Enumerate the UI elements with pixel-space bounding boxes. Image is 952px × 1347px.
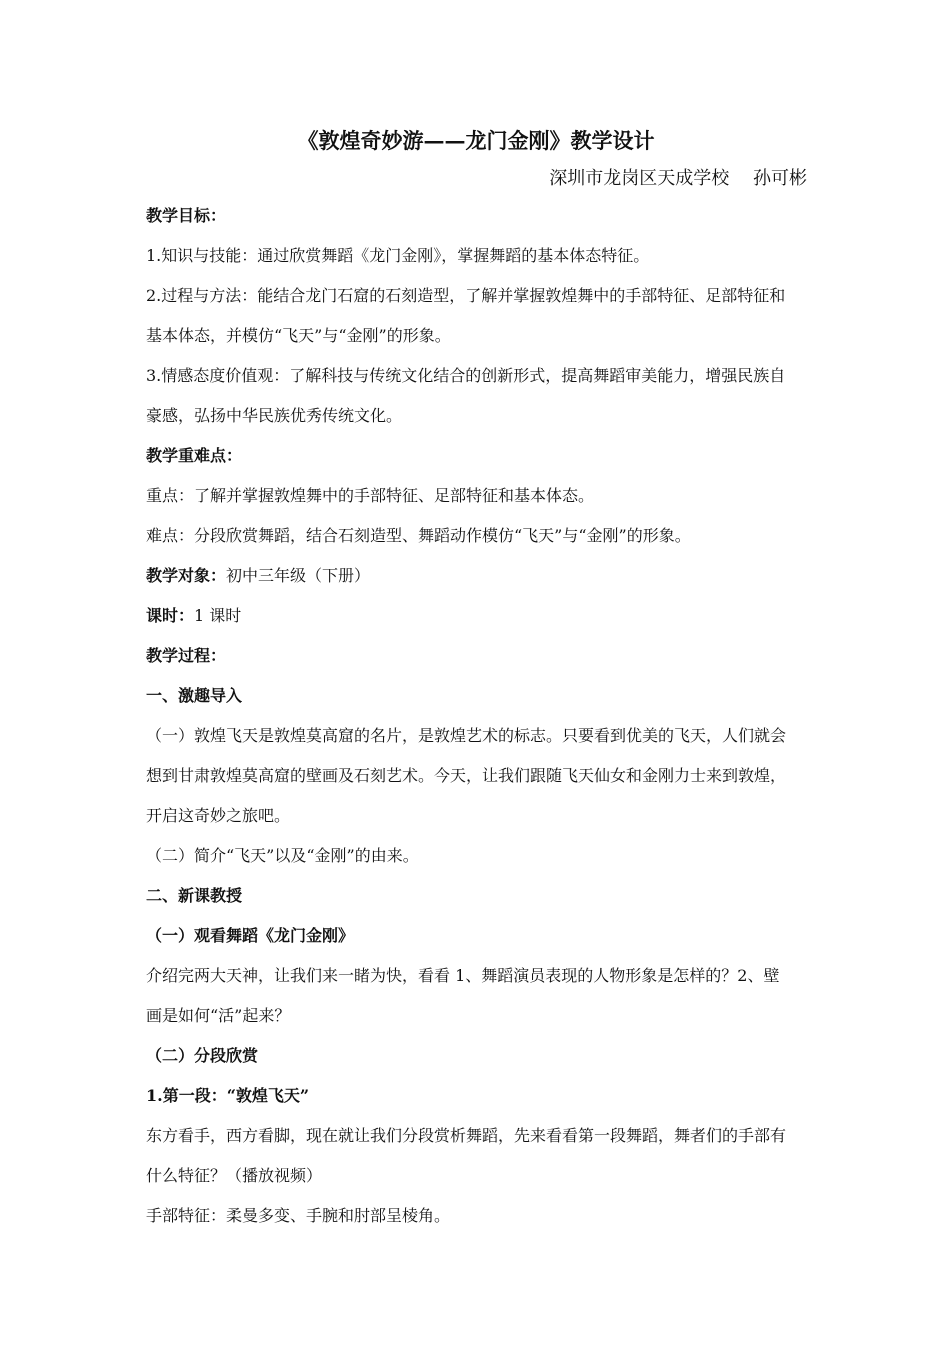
- hours-value: 1 课时: [194, 606, 242, 625]
- objective-1: 1.知识与技能：通过欣赏舞蹈《龙门金刚》，掌握舞蹈的基本体态特征。: [146, 246, 650, 265]
- difficulty: 难点：分段欣赏舞蹈，结合石刻造型、舞蹈动作模仿“飞天”与“金刚”的形象。: [146, 526, 691, 545]
- part-1-line2: 什么特征？（播放视频）: [146, 1166, 323, 1185]
- intro-1-line2: 想到甘肃敦煌莫高窟的壁画及石刻艺术。今天，让我们跟随飞天仙女和金刚力士来到敦煌，: [146, 766, 787, 785]
- sub-1-heading: （一）观看舞蹈《龙门金刚》: [146, 926, 355, 945]
- sub-1-line1: 介绍完两大天神，让我们来一睹为快，看看 1、舞蹈演员表现的人物形象是怎样的？2、壁: [146, 966, 780, 985]
- section-2-heading: 二、新课教授: [146, 886, 243, 905]
- audience-label: 教学对象：: [146, 566, 227, 585]
- objective-2-line1: 2.过程与方法：能结合龙门石窟的石刻造型，了解并掌握敦煌舞中的手部特征、足部特征和: [146, 286, 786, 305]
- process-heading: 教学过程：: [146, 646, 227, 665]
- part-1-line1: 东方看手，西方看脚，现在就让我们分段赏析舞蹈，先来看看第一段舞蹈，舞者们的手部有: [146, 1126, 787, 1145]
- hand-feature: 手部特征：柔曼多变、手腕和肘部呈棱角。: [146, 1206, 451, 1225]
- sub-1-line2: 画是如何“活”起来？: [146, 1006, 291, 1025]
- sub-2-heading: （二）分段欣赏: [146, 1046, 259, 1065]
- objective-3-line1: 3.情感态度价值观：了解科技与传统文化结合的创新形式，提高舞蹈审美能力，增强民族自: [146, 366, 786, 385]
- objective-2-line2: 基本体态，并模仿“飞天”与“金刚”的形象。: [146, 326, 451, 345]
- intro-1-line3: 开启这奇妙之旅吧。: [146, 806, 291, 825]
- author-line: 深圳市龙岗区天成学校 孙可彬: [549, 168, 807, 189]
- intro-1-line1: （一）敦煌飞天是敦煌莫高窟的名片，是敦煌艺术的标志。只要看到优美的飞天，人们就会: [146, 726, 787, 745]
- audience-value: 初中三年级（下册）: [226, 566, 371, 585]
- key-point: 重点：了解并掌握敦煌舞中的手部特征、足部特征和基本体态。: [146, 486, 595, 505]
- objectives-heading: 教学目标：: [146, 206, 227, 225]
- hours-line: [146, 604, 806, 628]
- objective-3-line2: 豪感，弘扬中华民族优秀传统文化。: [146, 406, 403, 425]
- document-title: 《敦煌奇妙游——龙门金刚》教学设计: [297, 128, 655, 153]
- audience-line: [146, 564, 806, 588]
- key-heading: 教学重难点：: [146, 446, 243, 465]
- intro-2: （二）简介“飞天”以及“金刚”的由来。: [146, 846, 419, 865]
- hours-label: 课时：: [146, 606, 195, 625]
- part-1-heading: 1.第一段：“敦煌飞天”: [146, 1086, 310, 1105]
- section-1-heading: 一、激趣导入: [146, 686, 243, 705]
